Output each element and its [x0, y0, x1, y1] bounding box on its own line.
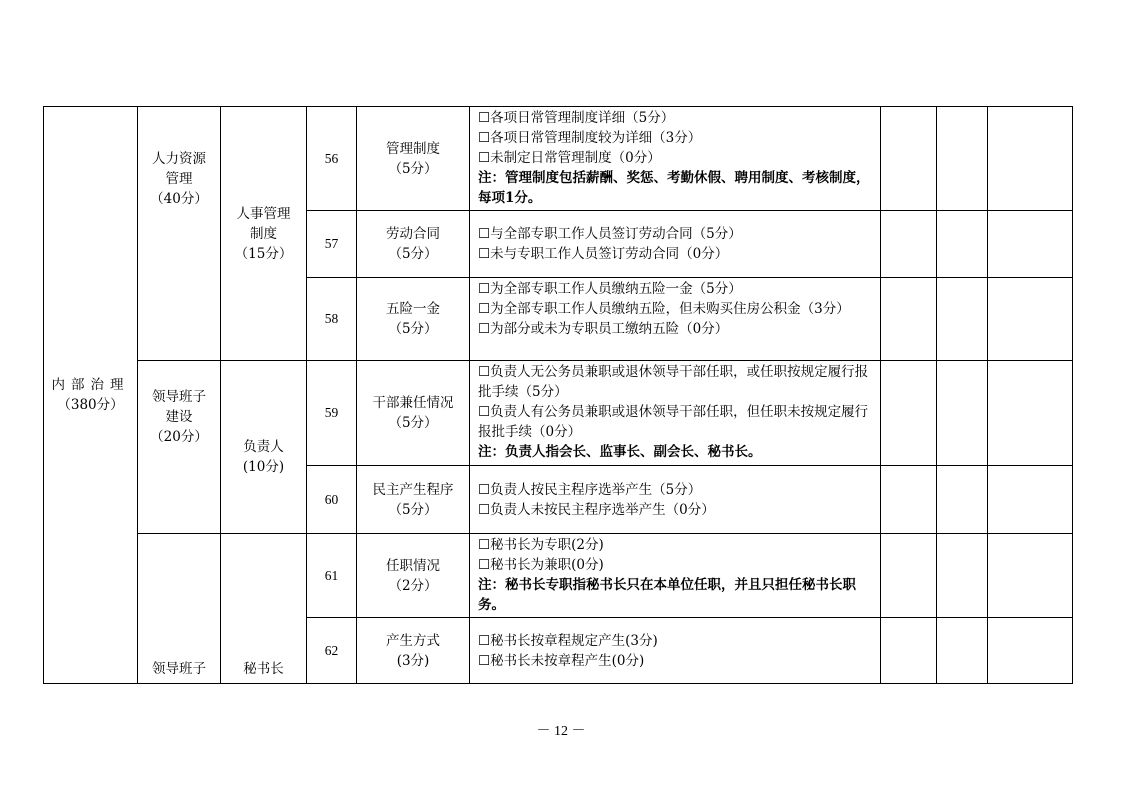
blank-cell: [988, 211, 1073, 278]
evaluation-table: [43, 106, 1073, 684]
criterion-note: 注：管理制度包括薪酬、奖惩、考勤休假、聘用制度、考核制度，每项1分。: [478, 170, 870, 206]
group-hr-name: 人力资源: [152, 151, 206, 167]
blank-cell: [937, 278, 988, 361]
group-lead-cont-cell: [138, 534, 221, 684]
criterion-line: ☐秘书长为兼职(0分): [478, 557, 604, 573]
group-hr-sys-name: 人事管理: [236, 205, 291, 222]
group-head-cell: [221, 361, 307, 534]
row-number: 58: [307, 278, 357, 361]
criterion-line: ☐未制定日常管理制度（0分）: [478, 150, 661, 166]
group-head-score: (10分): [242, 459, 285, 475]
criterion-line: ☐负责人无公务员兼职或退休领导干部任职，或任职按规定履行报批手续（5分）: [478, 364, 869, 400]
group-hr-name2: 管理: [165, 171, 193, 187]
criterion-note: 注：秘书长专职指秘书长只在本单位任职，并且只担任秘书长职务。: [478, 577, 856, 613]
table-row: [44, 534, 1073, 618]
group-sec-name: 秘书长: [243, 661, 284, 677]
category-cell: [44, 107, 138, 684]
criterion-line: ☐秘书长未按章程产生(0分): [478, 652, 645, 669]
row-number: 56: [307, 107, 357, 211]
group-lead-cont-name: 领导班子: [152, 661, 206, 677]
blank-cell: [937, 107, 988, 211]
group-lead-name: 领导班子: [152, 389, 206, 405]
item-score: （5分）: [388, 160, 438, 177]
group-hr-sys-score: （15分）: [234, 245, 293, 262]
item-name: 劳动合同: [386, 226, 440, 242]
item-cell: [357, 211, 470, 278]
blank-cell: [881, 534, 937, 618]
group-head-name: 负责人: [243, 439, 284, 455]
blank-cell: [881, 107, 937, 211]
row-number: 62: [307, 618, 357, 684]
row-number: 61: [307, 534, 357, 618]
criterion-line: ☐负责人有公务员兼职或退休领导干部任职，但任职未按规定履行报批手续（0分）: [478, 404, 869, 440]
blank-cell: [937, 361, 988, 466]
row-number: 59: [307, 361, 357, 466]
item-cell: [357, 618, 470, 684]
group-hr-sys-name2: 制度: [250, 225, 277, 242]
item-name: 干部兼任情况: [372, 395, 454, 411]
row-number: 60: [307, 466, 357, 534]
item-cell: [357, 466, 470, 534]
item-score: (3分): [396, 652, 430, 669]
group-sec-cell: [221, 534, 307, 684]
category-name: 内部治理: [51, 377, 130, 393]
group-hr-sys-cell: [221, 107, 307, 361]
item-cell: [357, 107, 470, 211]
criterion-line: ☐各项日常管理制度较为详细（3分）: [478, 130, 702, 146]
blank-cell: [988, 278, 1073, 361]
item-name: 任职情况: [386, 557, 440, 574]
blank-cell: [937, 534, 988, 618]
group-hr-score: （40分）: [150, 191, 208, 207]
blank-cell: [881, 466, 937, 534]
item-score: （2分）: [388, 577, 438, 594]
criterion-line: ☐负责人按民主程序选举产生（5分）: [478, 481, 702, 498]
item-cell: [357, 361, 470, 466]
criterion-line: ☐与全部专职工作人员签订劳动合同（5分）: [478, 226, 742, 242]
criteria-cell: [470, 618, 881, 684]
group-hr-cell: [138, 107, 221, 361]
criteria-cell: [470, 361, 881, 466]
criterion-line: ☐未与专职工作人员签订劳动合同（0分）: [478, 246, 729, 262]
blank-cell: [988, 361, 1073, 466]
table-row: [44, 107, 1073, 211]
criterion-line: ☐各项日常管理制度详细（5分）: [478, 110, 675, 126]
group-lead-cell: [138, 361, 221, 534]
item-name: 民主产生程序: [372, 481, 454, 498]
criterion-line: ☐为全部专职工作人员缴纳五险，但未购买住房公积金（3分）: [478, 301, 850, 317]
blank-cell: [881, 618, 937, 684]
criterion-line: ☐负责人未按民主程序选举产生（0分）: [478, 501, 715, 518]
blank-cell: [937, 466, 988, 534]
criterion-line: ☐为部分或未为专职员工缴纳五险（0分）: [478, 321, 729, 337]
table-row: [44, 361, 1073, 466]
item-name: 产生方式: [386, 632, 440, 649]
blank-cell: [988, 107, 1073, 211]
criteria-cell: [470, 107, 881, 211]
criteria-cell: [470, 534, 881, 618]
criterion-line: ☐为全部专职工作人员缴纳五险一金（5分）: [478, 281, 742, 297]
criterion-line: ☐秘书长按章程规定产生(3分): [478, 632, 658, 649]
item-cell: [357, 534, 470, 618]
criterion-note: 注：负责人指会长、监事长、副会长、秘书长。: [478, 444, 762, 460]
row-number: 57: [307, 211, 357, 278]
item-cell: [357, 278, 470, 361]
page-number: － 12 －: [536, 724, 586, 739]
criteria-cell: [470, 466, 881, 534]
blank-cell: [881, 278, 937, 361]
item-score: （5分）: [388, 501, 438, 518]
item-score: （5分）: [388, 321, 438, 337]
blank-cell: [937, 211, 988, 278]
criteria-cell: [470, 211, 881, 278]
item-name: 管理制度: [386, 140, 440, 157]
category-score: （380分）: [57, 397, 124, 413]
blank-cell: [988, 534, 1073, 618]
item-score: （5分）: [388, 415, 438, 431]
criteria-cell: [470, 278, 881, 361]
blank-cell: [988, 618, 1073, 684]
item-name: 五险一金: [386, 301, 440, 317]
blank-cell: [881, 361, 937, 466]
blank-cell: [937, 618, 988, 684]
group-lead-score: （20分）: [150, 429, 208, 445]
blank-cell: [988, 466, 1073, 534]
blank-cell: [881, 211, 937, 278]
criterion-line: ☐秘书长为专职(2分): [478, 537, 604, 553]
group-lead-name2: 建设: [165, 409, 193, 425]
item-score: （5分）: [388, 246, 438, 262]
